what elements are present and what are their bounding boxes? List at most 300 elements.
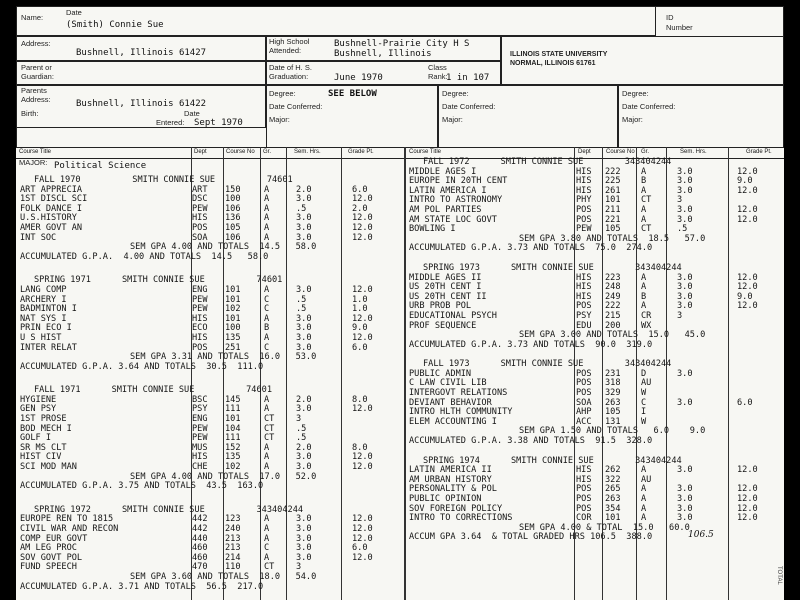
entered-label: Entered:: [156, 118, 185, 127]
term-block: [20, 506, 402, 592]
accumulated-totals: [409, 244, 781, 254]
course-row: [20, 453, 402, 463]
course-grade: A: [264, 184, 270, 195]
course-dept: HIS: [576, 291, 592, 302]
handwritten-note: 106.5: [688, 530, 714, 540]
course-points: 12.0: [737, 204, 758, 215]
course-points: 9.0: [737, 291, 753, 302]
degree-label-1: Degree:: [269, 89, 296, 98]
right-term-column: [409, 158, 781, 543]
term-heading-text: FALL 1973 SMITH CONNIE SUE 343404244: [423, 359, 672, 370]
course-points: 12.0: [737, 503, 758, 514]
course-title: 1ST PROSE: [20, 414, 67, 425]
course-number: 105: [605, 224, 621, 235]
entered-value: Sept 1970: [194, 118, 243, 128]
course-grade: A: [641, 204, 647, 215]
course-number: 101: [225, 313, 241, 324]
semester-totals-text: SEM GPA 3.00 AND TOTALS 15.0 45.0: [519, 330, 706, 341]
term-heading-text: SPRING 1974 SMITH CONNIE SUE 343404244: [423, 455, 682, 466]
degree-label-2: Degree:: [442, 89, 469, 98]
major-line-label: MAJOR:: [19, 158, 48, 167]
term-heading-text: SPRING 1971 SMITH CONNIE SUE 74601: [34, 275, 283, 286]
course-number: 145: [225, 394, 241, 405]
course-title: EUROPE IN 20TH CENT: [409, 176, 508, 187]
side-mark: TOTAL: [776, 566, 782, 585]
course-hours: 3: [677, 195, 683, 206]
course-dept: PEW: [192, 304, 208, 315]
accumulated-totals-text: ACCUMULATED G.P.A. 3.38 AND TOTALS 91.5 328.0: [409, 436, 653, 447]
course-grade: A: [264, 524, 270, 534]
course-title: SCI MOD MAN: [20, 462, 77, 473]
university-address: NORMAL, ILLINOIS 61761: [510, 60, 596, 67]
course-row: [20, 396, 402, 406]
course-number: 214: [225, 552, 241, 563]
course-title: URB PROB POL: [409, 301, 472, 312]
term-block: [409, 158, 781, 254]
course-title: EDUCATIONAL PSYCH: [409, 310, 497, 321]
course-dept: 440: [192, 533, 208, 544]
course-hours: .5: [296, 423, 307, 434]
course-hours: 3.0: [677, 291, 693, 302]
course-number: 262: [605, 465, 621, 476]
course-title: LATIN AMERICA II: [409, 465, 492, 476]
course-hours: 2.0: [296, 442, 312, 453]
course-number: 136: [225, 213, 241, 224]
col-dept-right: Dept: [578, 149, 591, 155]
accumulated-totals: [20, 583, 402, 593]
course-points: 12.0: [352, 533, 373, 544]
course-grade: AU: [641, 378, 652, 389]
course-number: 240: [225, 524, 241, 534]
course-title: ELEM ACCOUNTING I: [409, 416, 497, 427]
course-dept: POS: [192, 342, 208, 353]
col-course-no-left: Course No: [226, 149, 255, 155]
course-number: 261: [605, 185, 621, 196]
course-number: 225: [605, 176, 621, 187]
term-block: [409, 264, 781, 350]
course-number: 213: [225, 543, 241, 554]
course-hours: .5: [296, 294, 307, 305]
course-number: 101: [605, 195, 621, 206]
accumulated-totals: [409, 533, 781, 543]
course-number: 104: [225, 423, 241, 434]
course-title: INTRO TO CORRECTIONS: [409, 513, 513, 524]
course-hours: 3.0: [296, 452, 312, 463]
course-dept: ENG: [192, 414, 208, 425]
course-dept: HIS: [192, 332, 208, 343]
course-number: 221: [605, 214, 621, 225]
course-points: 12.0: [352, 462, 373, 473]
course-title: SR MS CLT: [20, 442, 67, 453]
course-title: PROF SEQUENCE: [409, 320, 477, 331]
course-title: US 20TH CENT II: [409, 291, 487, 302]
course-title: EUROPE REN TO 1815: [20, 514, 114, 525]
course-title: 1ST DISCL SCI: [20, 194, 88, 205]
course-grade: A: [641, 272, 647, 283]
course-grade: CT: [264, 562, 275, 573]
course-hours: 3.0: [296, 323, 312, 334]
course-hours: 2.0: [296, 184, 312, 195]
course-title: COMP EUR GOVT: [20, 533, 88, 544]
course-points: 12.0: [737, 301, 758, 312]
term-heading-text: FALL 1972 SMITH CONNIE SUE 343404244: [423, 157, 672, 167]
course-grade: A: [264, 194, 270, 205]
col-gr-left: Gr.: [263, 149, 272, 155]
degree-value: SEE BELOW: [328, 89, 377, 99]
entered-date-label: Date: [184, 109, 200, 118]
course-hours: 3: [296, 562, 302, 573]
course-title: BOWLING I: [409, 224, 456, 235]
course-title: ART APPRECIA: [20, 184, 83, 195]
course-points: 12.0: [352, 213, 373, 224]
course-grade: A: [641, 185, 647, 196]
course-number: 100: [225, 323, 241, 334]
course-points: 12.0: [352, 452, 373, 463]
course-title: NAT SYS I: [20, 313, 67, 324]
col-gr-right: Gr.: [641, 149, 650, 155]
course-dept: EDU: [576, 320, 592, 331]
course-number: 211: [605, 204, 621, 215]
course-points: 12.0: [352, 284, 373, 295]
accumulated-totals-text: ACCUMULATED G.P.A. 3.75 AND TOTALS 43.5 163.0: [20, 481, 264, 492]
course-dept: ECO: [192, 323, 208, 334]
course-points: 1.0: [352, 294, 368, 305]
date-conferred-label-1: Date Conferred:: [269, 102, 323, 111]
course-hours: 3.0: [677, 214, 693, 225]
course-hours: 3.0: [296, 232, 312, 243]
col-grade-pt-right: Grade Pt.: [746, 149, 772, 155]
course-title: C LAW CIVIL LIB: [409, 378, 487, 389]
term-block: [409, 457, 781, 543]
course-dept: PEW: [192, 433, 208, 444]
course-grade: A: [264, 232, 270, 243]
course-hours: 3.0: [677, 494, 693, 504]
course-grade: A: [264, 284, 270, 295]
course-points: 12.0: [352, 552, 373, 563]
course-number: 354: [605, 503, 621, 514]
course-title: US 20TH CENT I: [409, 282, 482, 293]
course-grade: CT: [641, 195, 652, 206]
accumulated-totals-text: ACCUMULATED G.P.A. 3.73 AND TOTALS 75.0 274.0: [409, 243, 653, 254]
course-points: 12.0: [352, 332, 373, 343]
course-hours: 3.0: [296, 543, 312, 554]
course-grade: I: [641, 407, 647, 418]
course-number: 106: [225, 203, 241, 214]
course-hours: 3.0: [296, 404, 312, 415]
guardian-label: Guardian:: [21, 72, 54, 81]
course-row: [20, 444, 402, 454]
course-hours: 3.0: [677, 282, 693, 293]
course-dept: 460: [192, 543, 208, 554]
student-name: (Smith) Connie Sue: [66, 20, 164, 30]
col-course-title-left: Course Title: [19, 149, 52, 155]
term-heading-text: SPRING 1972 SMITH CONNIE SUE 343404244: [34, 504, 304, 515]
course-grade: C: [264, 543, 270, 554]
col-dept-left: Dept: [194, 149, 207, 155]
course-hours: .5: [296, 203, 307, 214]
course-dept: HIS: [576, 272, 592, 283]
course-grade: A: [264, 552, 270, 563]
course-title: FUND SPEECH: [20, 562, 77, 573]
course-number: 106: [225, 232, 241, 243]
course-points: 12.0: [737, 185, 758, 196]
course-title: AM POL PARTIES: [409, 204, 482, 215]
course-title: LATIN AMERICA I: [409, 185, 487, 196]
course-points: 6.0: [352, 342, 368, 353]
id-label: ID: [666, 13, 674, 22]
course-grade: B: [641, 291, 647, 302]
course-dept: ENG: [192, 284, 208, 295]
parents-label: Parents: [21, 86, 47, 95]
course-hours: 3.0: [296, 514, 312, 525]
course-grade: CT: [264, 414, 275, 425]
course-number: 105: [605, 407, 621, 418]
accumulated-totals-text: ACCUM GPA 3.64 & TOTAL GRADED HRS 106.5 388.0: [409, 532, 653, 543]
course-points: 6.0: [352, 543, 368, 554]
course-row: [20, 535, 402, 545]
col-sem-hrs-left: Sem. Hrs.: [294, 149, 321, 155]
course-row: [20, 415, 402, 425]
course-title: DEVIANT BEHAVIOR: [409, 397, 492, 408]
course-grade: C: [264, 294, 270, 305]
course-hours: .5: [296, 433, 307, 444]
major-label-1: Major:: [269, 115, 290, 124]
course-number: 102: [225, 304, 241, 315]
semester-totals-text: SEM GPA 3.60 AND TOTALS 18.0 54.0: [130, 571, 317, 582]
course-title: INT SOC: [20, 232, 57, 243]
course-title: U.S.HISTORY: [20, 213, 77, 224]
course-hours: 2.0: [296, 394, 312, 405]
course-hours: 3.0: [677, 166, 693, 177]
course-number: 248: [605, 282, 621, 293]
course-dept: DSC: [192, 194, 208, 205]
course-hours: 3.0: [296, 332, 312, 343]
parents-address-label: Address:: [21, 95, 51, 104]
semester-totals-text: SEM GPA 3.31 AND TOTALS 16.0 53.0: [130, 352, 317, 363]
course-title: PUBLIC ADMIN: [409, 368, 472, 379]
course-grade: A: [264, 514, 270, 525]
course-dept: POS: [576, 301, 592, 312]
course-title: INTER RELAT: [20, 342, 77, 353]
semester-totals-text: SEM GPA 4.00 & TOTAL 15.0 60.0: [519, 522, 690, 533]
course-hours: 3.0: [296, 552, 312, 563]
term-heading: [20, 386, 402, 396]
course-title: PERSONALITY & POL: [409, 484, 497, 495]
course-dept: POS: [192, 222, 208, 233]
course-grade: A: [641, 513, 647, 524]
course-points: 6.0: [352, 184, 368, 195]
semester-totals-text: SEM GPA 4.00 AND TOTALS 14.5 58.0: [130, 242, 317, 253]
course-points: 12.0: [352, 524, 373, 534]
course-hours: 3.0: [296, 284, 312, 295]
course-row: [20, 286, 402, 296]
graduation-value: June 1970: [334, 73, 383, 83]
course-hours: 3.0: [296, 194, 312, 205]
course-grade: A: [264, 203, 270, 214]
course-dept: HIS: [576, 176, 592, 187]
course-grade: A: [264, 462, 270, 473]
course-dept: HIS: [576, 185, 592, 196]
course-number: 318: [605, 378, 621, 389]
course-number: 101: [225, 414, 241, 425]
course-row: [20, 315, 402, 325]
term-heading-text: SPRING 1973 SMITH CONNIE SUE 343404244: [423, 262, 682, 273]
course-title: AM STATE LOC GOVT: [409, 214, 497, 225]
course-title: GEN PSY: [20, 404, 57, 415]
course-hours: 3: [677, 310, 683, 321]
course-title: GOLF I: [20, 433, 52, 444]
course-points: 2.0: [352, 203, 368, 214]
course-title: AM LEG PROC: [20, 543, 77, 554]
course-number: 215: [605, 310, 621, 321]
course-hours: 3.0: [677, 301, 693, 312]
course-dept: POS: [576, 494, 592, 504]
course-number: 100: [225, 194, 241, 205]
course-points: 12.0: [352, 404, 373, 415]
course-dept: PEW: [192, 423, 208, 434]
course-grade: WX: [641, 320, 652, 331]
date-hs-label: Date of H. S.: [269, 63, 312, 72]
course-row: [20, 296, 402, 306]
course-grade: A: [264, 332, 270, 343]
high-school-value: Bushnell-Prairie City H S: [334, 39, 470, 49]
course-points: 6.0: [737, 397, 753, 408]
course-number: 131: [605, 416, 621, 427]
course-dept: SOA: [576, 397, 592, 408]
course-points: 1.0: [352, 304, 368, 315]
course-dept: ACC: [576, 416, 592, 427]
course-grade: W: [641, 416, 647, 427]
course-row: [20, 554, 402, 564]
course-number: 263: [605, 397, 621, 408]
address-value: Bushnell, Illinois 61427: [76, 48, 207, 58]
col-course-no-right: Course No: [606, 149, 635, 155]
course-dept: POS: [576, 368, 592, 379]
course-hours: 3.0: [677, 465, 693, 476]
date-label: Date: [66, 8, 82, 17]
course-title: AMER GOVT AN: [20, 222, 83, 233]
course-grade: A: [264, 313, 270, 324]
course-dept: ART: [192, 184, 208, 195]
course-hours: 3: [296, 414, 302, 425]
course-hours: 3.0: [677, 503, 693, 514]
accumulated-totals: [20, 363, 402, 373]
course-title: INTRO TO ASTRONOMY: [409, 195, 503, 206]
course-number: 105: [225, 222, 241, 233]
course-title: INTRO HLTH COMMUNITY: [409, 407, 513, 418]
course-hours: 3.0: [296, 342, 312, 353]
course-number: 223: [605, 272, 621, 283]
course-dept: HIS: [576, 474, 592, 485]
course-title: HIST CIV: [20, 452, 62, 463]
accumulated-totals-text: ACCUMULATED G.P.A. 3.71 AND TOTALS 56.5 217.0: [20, 581, 264, 592]
course-dept: POS: [576, 484, 592, 495]
course-dept: HIS: [192, 213, 208, 224]
course-number: 200: [605, 320, 621, 331]
major-line-value: Political Science: [54, 161, 147, 171]
course-grade: CR: [641, 310, 652, 321]
course-hours: 3.0: [296, 462, 312, 473]
course-grade: CT: [641, 224, 652, 235]
course-grade: A: [641, 214, 647, 225]
course-points: 12.0: [737, 166, 758, 177]
course-dept: SOA: [192, 232, 208, 243]
course-dept: MUS: [192, 442, 208, 453]
course-grade: C: [641, 397, 647, 408]
course-title: CIVIL WAR AND RECON: [20, 524, 119, 534]
course-dept: 470: [192, 562, 208, 573]
date-conferred-label-3: Date Conferred:: [622, 102, 676, 111]
col-course-title-right: Course Title: [409, 149, 442, 155]
course-points: 12.0: [737, 282, 758, 293]
high-school-label: High School: [269, 37, 310, 46]
course-grade: B: [641, 176, 647, 187]
number-label: Number: [666, 23, 693, 32]
course-number: 322: [605, 474, 621, 485]
course-number: 111: [225, 404, 241, 415]
course-dept: POS: [576, 378, 592, 389]
course-number: 251: [225, 342, 241, 353]
course-grade: D: [641, 368, 647, 379]
course-grade: A: [264, 404, 270, 415]
course-grade: A: [264, 222, 270, 233]
course-number: 135: [225, 332, 241, 343]
course-grade: A: [641, 465, 647, 476]
course-points: 8.0: [352, 442, 368, 453]
course-hours: 3.0: [677, 204, 693, 215]
left-term-column: [20, 176, 402, 592]
course-grade: C: [264, 342, 270, 353]
course-points: 12.0: [352, 313, 373, 324]
accumulated-totals: [20, 482, 402, 492]
course-dept: PEW: [576, 224, 592, 235]
course-number: 111: [225, 433, 241, 444]
course-hours: 3.0: [677, 272, 693, 283]
course-grade: AU: [641, 474, 652, 485]
course-hours: 3.0: [296, 533, 312, 544]
course-hours: 3.0: [677, 368, 693, 379]
course-title: HYGIENE: [20, 394, 57, 405]
course-dept: POS: [576, 214, 592, 225]
course-number: 263: [605, 494, 621, 504]
major-label-2: Major:: [442, 115, 463, 124]
course-dept: HIS: [576, 465, 592, 476]
course-row: [20, 434, 402, 444]
transcript-page: [16, 6, 784, 600]
course-number: 249: [605, 291, 621, 302]
term-block: [20, 176, 402, 262]
accumulated-totals: [20, 253, 402, 263]
course-dept: COR: [576, 513, 592, 524]
course-title: PRIN ECO I: [20, 323, 72, 334]
course-title: U S HIST: [20, 332, 62, 343]
course-grade: A: [641, 503, 647, 514]
course-number: 231: [605, 368, 621, 379]
course-row: [20, 425, 402, 435]
course-row: [20, 205, 402, 215]
course-number: 152: [225, 442, 241, 453]
course-row: [20, 305, 402, 315]
course-number: 213: [225, 533, 241, 544]
course-title: AM URBAN HISTORY: [409, 474, 492, 485]
term-block: [409, 360, 781, 446]
course-points: 8.0: [352, 394, 368, 405]
course-title: LANG COMP: [20, 284, 67, 295]
col-grade-pt-left: Grade Pt.: [348, 149, 374, 155]
course-title: BOD MECH I: [20, 423, 72, 434]
course-dept: AHP: [576, 407, 592, 418]
address-label: Address:: [21, 39, 51, 48]
